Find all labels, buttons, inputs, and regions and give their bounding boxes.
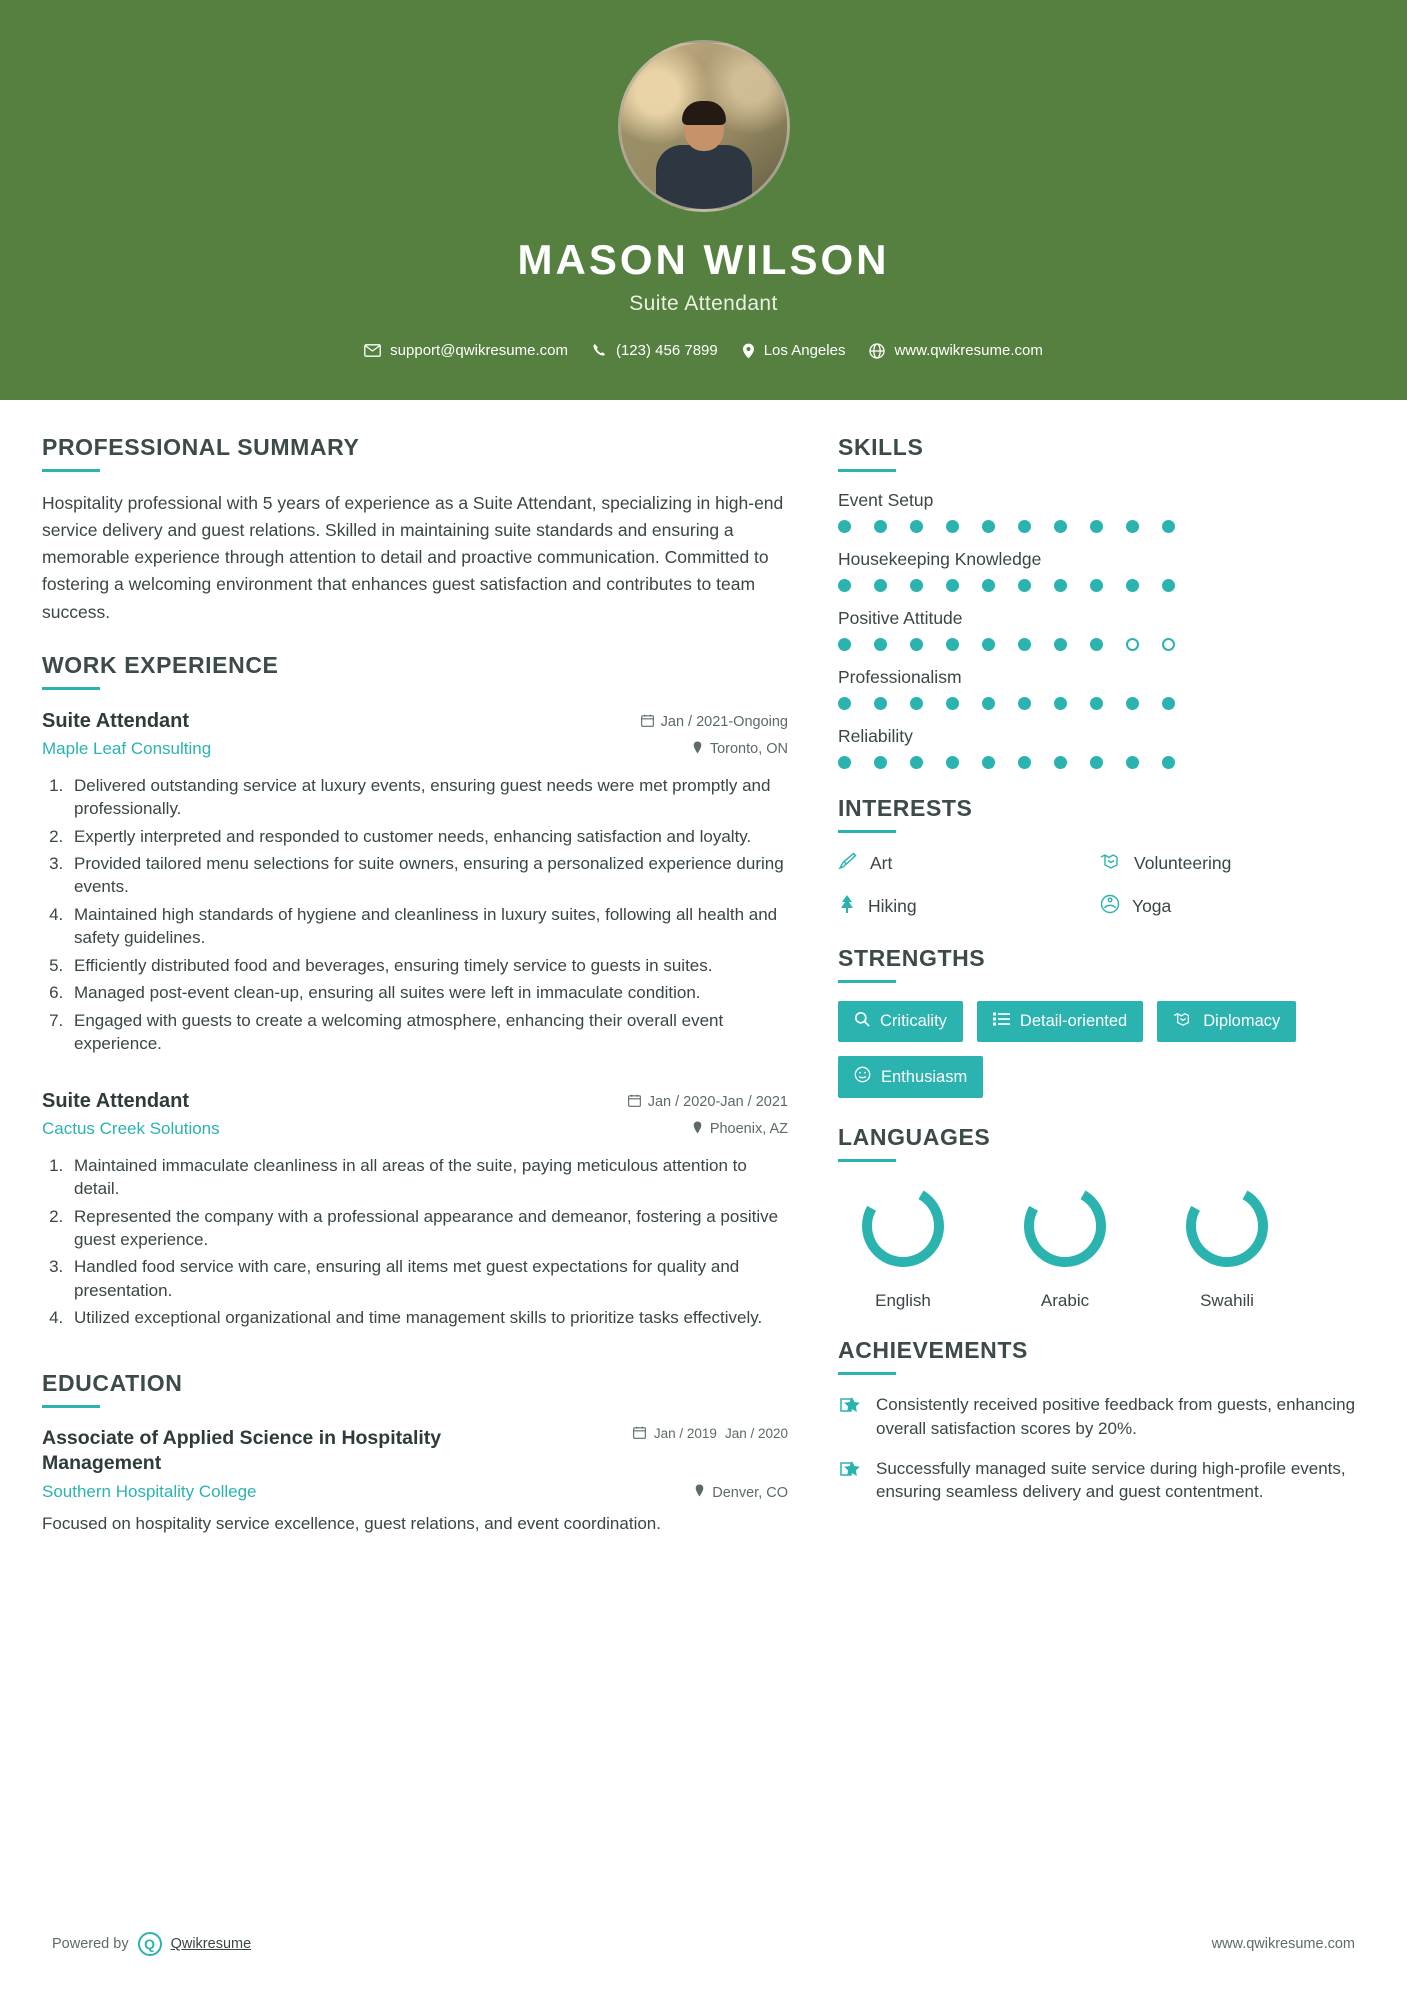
calendar-icon — [633, 1426, 646, 1442]
work-dates-line — [628, 1094, 788, 1111]
resume-body — [0, 400, 1407, 1563]
section-education — [42, 1370, 788, 1537]
section-strengths — [838, 945, 1362, 1098]
achievements-heading: ACHIEVEMENTS — [838, 1337, 1028, 1363]
skill-label: Positive Attitude — [838, 608, 963, 628]
education-subline — [42, 1482, 788, 1502]
work-heading: WORK EXPERIENCE — [42, 651, 279, 678]
work-duty: 6. Managed post-event clean-up, ensuring all suites were left in immaculate condition. — [68, 981, 788, 1004]
education-location-line — [694, 1484, 788, 1501]
skill-rating — [838, 579, 1362, 592]
section-work-experience — [42, 652, 788, 1330]
languages-heading: LANGUAGES — [838, 1124, 991, 1150]
interest-label: Yoga — [1132, 896, 1172, 916]
language-progress-ring — [1181, 1180, 1273, 1272]
language-label: Arabic — [1040, 1291, 1090, 1310]
contact-website-text: www.qwikresume.com — [894, 342, 1043, 359]
section-divider — [838, 1159, 896, 1162]
work-entry-header — [42, 1090, 788, 1115]
work-location-line — [692, 741, 788, 762]
language-item — [838, 1180, 968, 1311]
strength-label: Detail-oriented — [1019, 1012, 1128, 1030]
work-company: Cactus Creek Solutions — [42, 1118, 220, 1138]
education-dates — [633, 1426, 788, 1442]
skill-label: Professionalism — [838, 667, 962, 687]
work-meta — [628, 1094, 788, 1115]
skill-item — [838, 608, 1362, 651]
footer-website[interactable]: www.qwikresume.com — [1211, 1936, 1355, 1952]
work-duty: 7. Engaged with guests to create a welcoming atmosphere, enhancing their overall event experience. — [68, 1009, 788, 1056]
avatar-hair — [682, 101, 726, 125]
work-duty: 1. Delivered outstanding service at luxury events, ensuring guest needs were met promptly and professionally. — [68, 774, 788, 821]
calendar-icon — [628, 1094, 641, 1111]
star-badge-icon — [838, 1393, 862, 1441]
strength-chip — [1157, 1001, 1296, 1042]
education-start: Jan / 2019 — [653, 1425, 717, 1441]
contact-email[interactable] — [364, 342, 568, 359]
handshake-icon — [1173, 1011, 1193, 1032]
education-degree: Associate of Applied Science in Hospitality Management — [42, 1426, 442, 1475]
section-divider — [838, 830, 896, 833]
work-duties — [68, 774, 788, 1056]
work-duty: 3. Provided tailored menu selections for suite owners, ensuring a personalized experience during events. — [68, 852, 788, 899]
interest-label: Art — [870, 853, 893, 873]
strength-chip — [977, 1001, 1143, 1042]
education-location: Denver, CO — [712, 1484, 788, 1501]
education-entry — [42, 1426, 788, 1537]
work-duty: 1. Maintained immaculate cleanliness in all areas of the suite, paying meticulous attention to detail. — [68, 1154, 788, 1201]
interest-item — [838, 894, 1100, 919]
section-divider — [42, 469, 100, 472]
tree-icon — [838, 894, 856, 919]
contact-row — [364, 342, 1043, 359]
language-label: Swahili — [1200, 1291, 1254, 1310]
education-heading: EDUCATION — [42, 1369, 183, 1396]
section-skills — [838, 434, 1362, 769]
skills-heading: SKILLS — [838, 434, 924, 460]
skill-item — [838, 549, 1362, 592]
phone-icon — [592, 343, 607, 358]
skill-label: Reliability — [838, 726, 913, 746]
achievement-item — [838, 1393, 1362, 1441]
language-item — [1162, 1180, 1292, 1311]
strength-chip — [838, 1056, 983, 1098]
achievement-text: Successfully managed suite service during high-profile events, ensuring seamless delivery and guest contentment. — [876, 1458, 1346, 1502]
smiley-icon — [854, 1066, 871, 1088]
left-column — [42, 434, 832, 1563]
work-role: Suite Attendant — [42, 1089, 190, 1112]
interest-item — [1100, 851, 1362, 876]
pin-icon — [692, 741, 703, 758]
calendar-icon — [641, 714, 654, 731]
work-company: Maple Leaf Consulting — [42, 738, 212, 758]
skill-label: Event Setup — [838, 490, 934, 510]
skill-item — [838, 490, 1362, 533]
work-entry — [42, 1090, 788, 1330]
skill-rating — [838, 520, 1362, 533]
strengths-list — [838, 1001, 1362, 1098]
achievement-text: Consistently received positive feedback from guests, enhancing overall satisfaction scores by 20%. — [876, 1395, 1356, 1438]
interest-label: Volunteering — [1134, 853, 1232, 873]
achievement-item — [838, 1457, 1362, 1505]
search-icon — [854, 1011, 870, 1032]
section-divider — [42, 1405, 100, 1408]
footer-brand-name[interactable]: Qwikresume — [170, 1936, 252, 1952]
work-role: Suite Attendant — [42, 709, 190, 732]
work-duty: 4. Utilized exceptional organizational and time management skills to prioritize tasks effectively. — [68, 1306, 788, 1329]
work-duty: 3. Handled food service with care, ensuring all items met guest expectations for quality and presentation. — [68, 1255, 788, 1302]
star-badge-icon — [838, 1457, 862, 1505]
language-progress-ring — [1019, 1180, 1111, 1272]
language-item — [1000, 1180, 1130, 1311]
pin-icon — [692, 1121, 703, 1138]
section-divider — [838, 1372, 896, 1375]
work-dates-line — [641, 714, 788, 731]
job-title: Suite Attendant — [629, 292, 778, 315]
education-description: Focused on hospitality service excellence, guest relations, and event coordination. — [42, 1514, 661, 1534]
work-duty: 2. Represented the company with a professional appearance and demeanor, fostering a positive guest experience. — [68, 1205, 788, 1252]
footer-brand[interactable] — [52, 1932, 251, 1956]
globe-icon — [869, 343, 885, 359]
skill-rating — [838, 697, 1362, 710]
strength-label: Diplomacy — [1203, 1012, 1281, 1030]
paintbrush-icon — [838, 851, 858, 876]
contact-phone[interactable] — [592, 342, 718, 359]
work-dates: Jan / 2021-Ongoing — [660, 714, 788, 731]
interest-item — [1100, 894, 1362, 919]
work-dates: Jan / 2020-Jan / 2021 — [647, 1094, 788, 1111]
education-entry-header — [42, 1426, 788, 1477]
avatar — [618, 40, 790, 212]
skill-rating — [838, 638, 1362, 651]
language-label: English — [875, 1291, 931, 1310]
page-footer — [0, 1932, 1407, 1956]
contact-website[interactable] — [869, 342, 1042, 359]
qwikresume-logo-icon: Q — [138, 1932, 162, 1956]
section-professional-summary — [42, 434, 788, 626]
education-end: Jan / 2020 — [724, 1425, 788, 1441]
strength-chip — [838, 1001, 963, 1042]
work-duty: 5. Efficiently distributed food and beverages, ensuring timely service to guests in suites. — [68, 954, 788, 977]
skill-label: Housekeeping Knowledge — [838, 549, 1042, 569]
section-divider — [838, 469, 896, 472]
work-entry-header — [42, 710, 788, 735]
language-progress-ring — [857, 1180, 949, 1272]
summary-text: Hospitality professional with 5 years of experience as a Suite Attendant, specializing in high-end service delivery and guest relations. Skilled in maintaining suite standards and ensuring a memorable experience through attention to detail and proactive communication. Committed to fostering a welcoming environment that enhances guest satisfaction and contributes to team success. — [42, 493, 784, 622]
work-meta — [641, 714, 788, 735]
work-duty: 4. Maintained high standards of hygiene and cleanliness in luxury suites, following all health and safety guidelines. — [68, 903, 788, 950]
work-entry — [42, 710, 788, 1056]
interest-item — [838, 851, 1100, 876]
page-title: MASON WILSON — [517, 236, 890, 283]
section-interests — [838, 795, 1362, 919]
right-column — [832, 434, 1362, 1563]
location-icon — [742, 343, 755, 359]
skill-item — [838, 726, 1362, 769]
contact-email-text: support@qwikresume.com — [390, 342, 568, 359]
section-divider — [838, 980, 896, 983]
contact-location[interactable] — [742, 342, 846, 359]
work-location: Toronto, ON — [709, 741, 788, 758]
contact-location-text: Los Angeles — [763, 342, 846, 359]
interests-heading: INTERESTS — [838, 795, 973, 821]
footer-powered-by: Powered by — [52, 1936, 129, 1952]
skill-item — [838, 667, 1362, 710]
handshake-icon — [1100, 852, 1122, 875]
skill-rating — [838, 756, 1362, 769]
section-languages — [838, 1124, 1362, 1311]
work-duty: 2. Expertly interpreted and responded to customer needs, enhancing satisfaction and loyalty. — [68, 825, 788, 848]
avatar-body — [656, 145, 752, 212]
strength-label: Criticality — [880, 1012, 947, 1030]
interests-grid — [838, 851, 1362, 919]
resume-header — [0, 0, 1407, 400]
education-school: Southern Hospitality College — [42, 1482, 257, 1502]
mail-icon — [364, 344, 381, 357]
summary-heading: PROFESSIONAL SUMMARY — [42, 434, 360, 460]
work-location: Phoenix, AZ — [709, 1121, 788, 1138]
contact-phone-text: (123) 456 7899 — [615, 342, 718, 359]
avatar-person — [656, 105, 752, 209]
list-icon — [993, 1012, 1010, 1031]
strengths-heading: STRENGTHS — [838, 945, 986, 971]
work-location-line — [692, 1121, 788, 1142]
section-achievements — [838, 1337, 1362, 1504]
section-divider — [42, 687, 100, 690]
work-duties — [68, 1154, 788, 1330]
languages-list — [838, 1180, 1362, 1311]
yoga-icon — [1100, 894, 1120, 919]
strength-label: Enthusiasm — [881, 1067, 968, 1086]
interest-label: Hiking — [868, 896, 917, 916]
pin-icon — [694, 1484, 705, 1501]
